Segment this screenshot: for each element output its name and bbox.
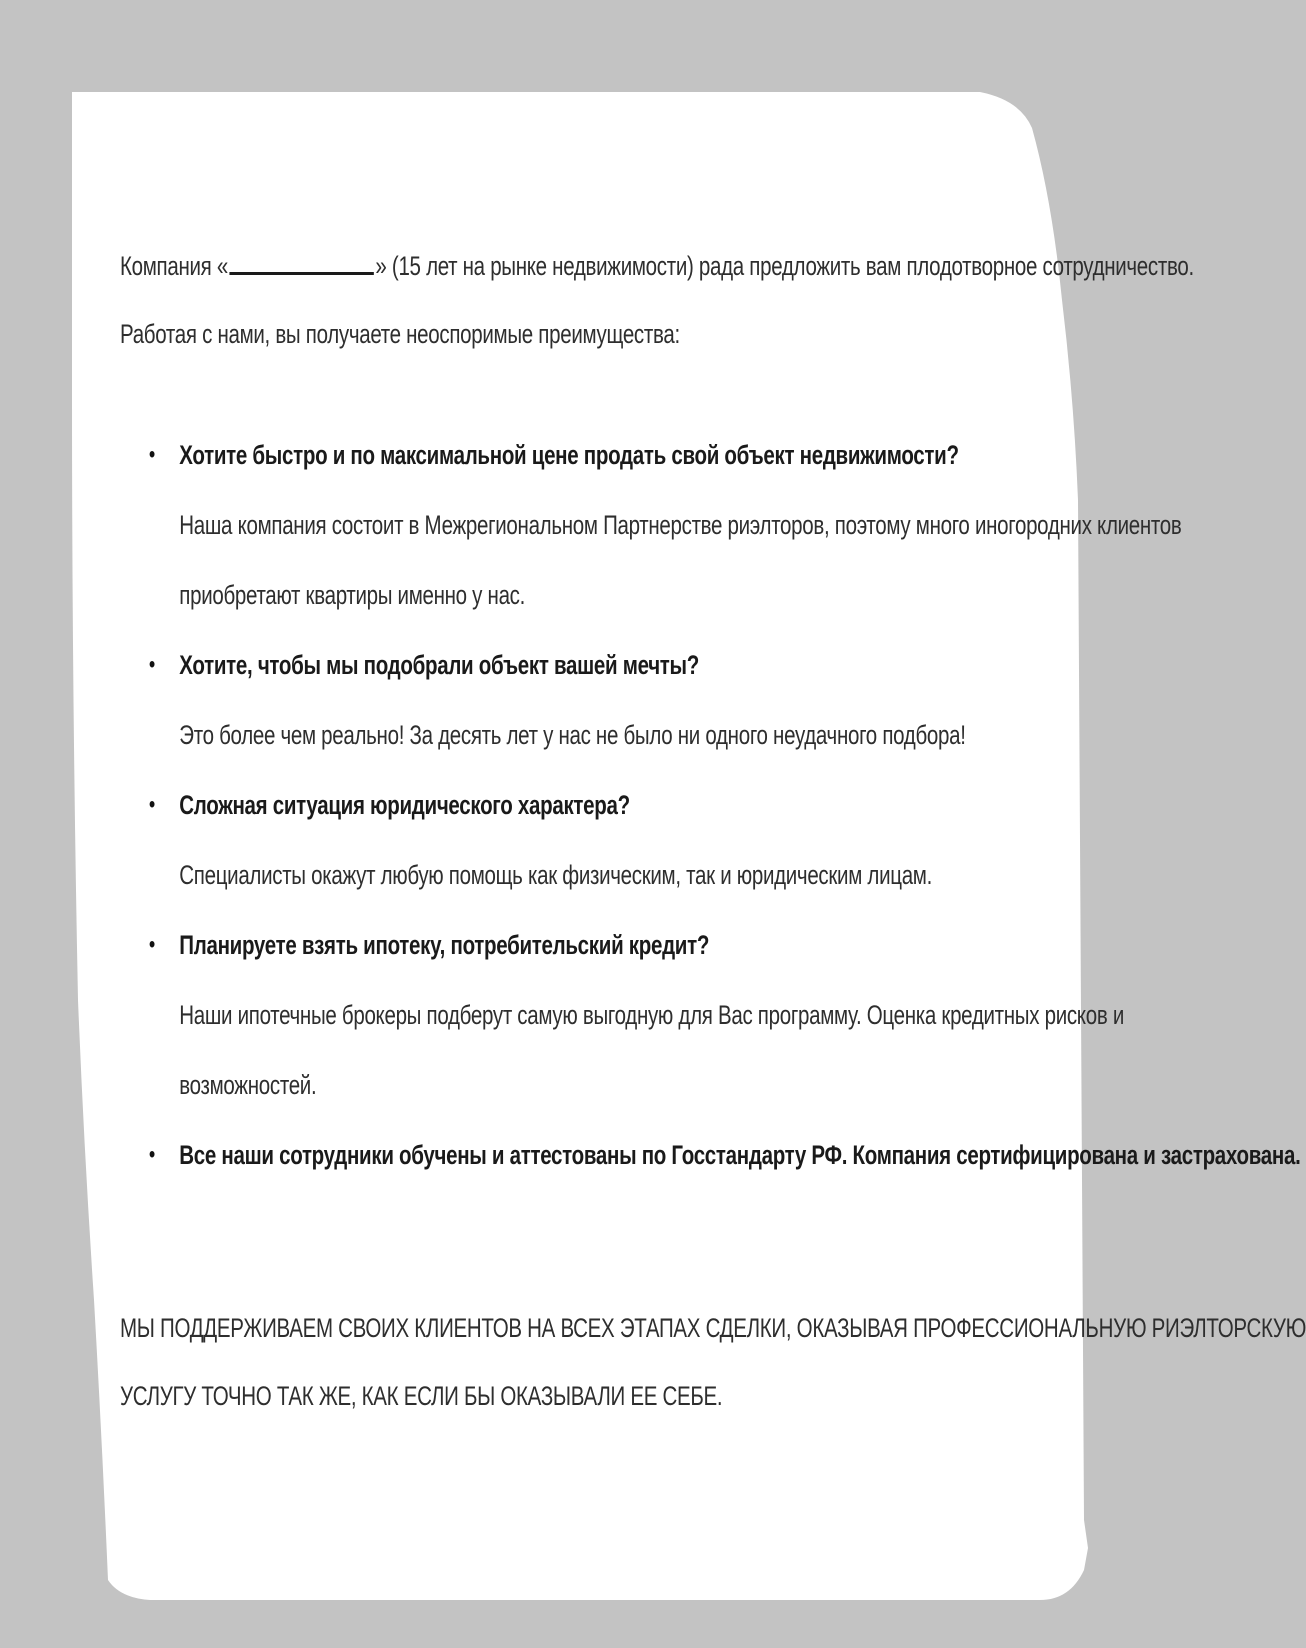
benefit-question: Хотите быстро и по максимальной цене продать свой объект недвижимости? xyxy=(179,440,959,470)
list-item xyxy=(120,770,933,910)
list-item xyxy=(120,420,1182,630)
list-item xyxy=(120,910,1124,1120)
closing-statement xyxy=(120,1294,1306,1430)
intro-text-before-blank: Компания « xyxy=(120,251,228,281)
intro-paragraph xyxy=(120,232,1194,368)
bullet-icon: • xyxy=(148,651,155,678)
bullet-icon: • xyxy=(148,791,155,818)
bullet-icon: • xyxy=(148,931,155,958)
intro-line-1 xyxy=(120,232,1194,300)
company-name-blank xyxy=(229,246,373,275)
bullet-icon: • xyxy=(148,1141,155,1168)
list-item xyxy=(120,630,966,770)
letter-content xyxy=(120,232,1306,1430)
benefit-answer-line: Специалисты окажут любую помощь как физическим, так и юридическим лицам. xyxy=(179,860,933,890)
benefit-answer-line: Это более чем реально! За десять лет у нас не было ни одного неудачного подбора! xyxy=(179,720,966,750)
benefit-answer-line: Наши ипотечные брокеры подберут самую выгодную для Вас программу. Оценка кредитных рисков и xyxy=(179,1000,1124,1030)
benefit-question: Хотите, чтобы мы подобрали объект вашей мечты? xyxy=(179,650,700,680)
benefit-answer-line: возможностей. xyxy=(179,1070,317,1100)
benefits-list xyxy=(120,420,1301,1190)
closing-line-1: МЫ ПОДДЕРЖИВАЕМ СВОИХ КЛИЕНТОВ НА ВСЕХ ЭТАПАХ СДЕЛКИ, ОКАЗЫВАЯ ПРОФЕССИОНАЛЬНУЮ РИЭЛТОРСКУЮ xyxy=(120,1313,1306,1343)
intro-line-2: Работая с нами, вы получаете неоспоримые преимущества: xyxy=(120,319,680,349)
benefit-question: Сложная ситуация юридического характера? xyxy=(179,790,630,820)
intro-text-after-blank: » (15 лет на рынке недвижимости) рада предложить вам плодотворное сотрудничество. xyxy=(375,251,1194,281)
benefit-answer-line: Наша компания состоит в Межрегиональном Партнерстве риэлторов, поэтому много иногородних клиентов xyxy=(179,510,1182,540)
list-item xyxy=(120,1120,1301,1190)
bullet-icon: • xyxy=(148,441,155,468)
closing-line-2: УСЛУГУ ТОЧНО ТАК ЖЕ, КАК ЕСЛИ БЫ ОКАЗЫВАЛИ ЕЕ СЕБЕ. xyxy=(120,1381,723,1411)
benefit-question: Планируете взять ипотеку, потребительский кредит? xyxy=(179,930,710,960)
benefit-question: Все наши сотрудники обучены и аттестованы по Госстандарту РФ. Компания сертифицирована и застрахована. xyxy=(179,1140,1301,1170)
benefit-answer-line: приобретают квартиры именно у нас. xyxy=(179,580,526,610)
